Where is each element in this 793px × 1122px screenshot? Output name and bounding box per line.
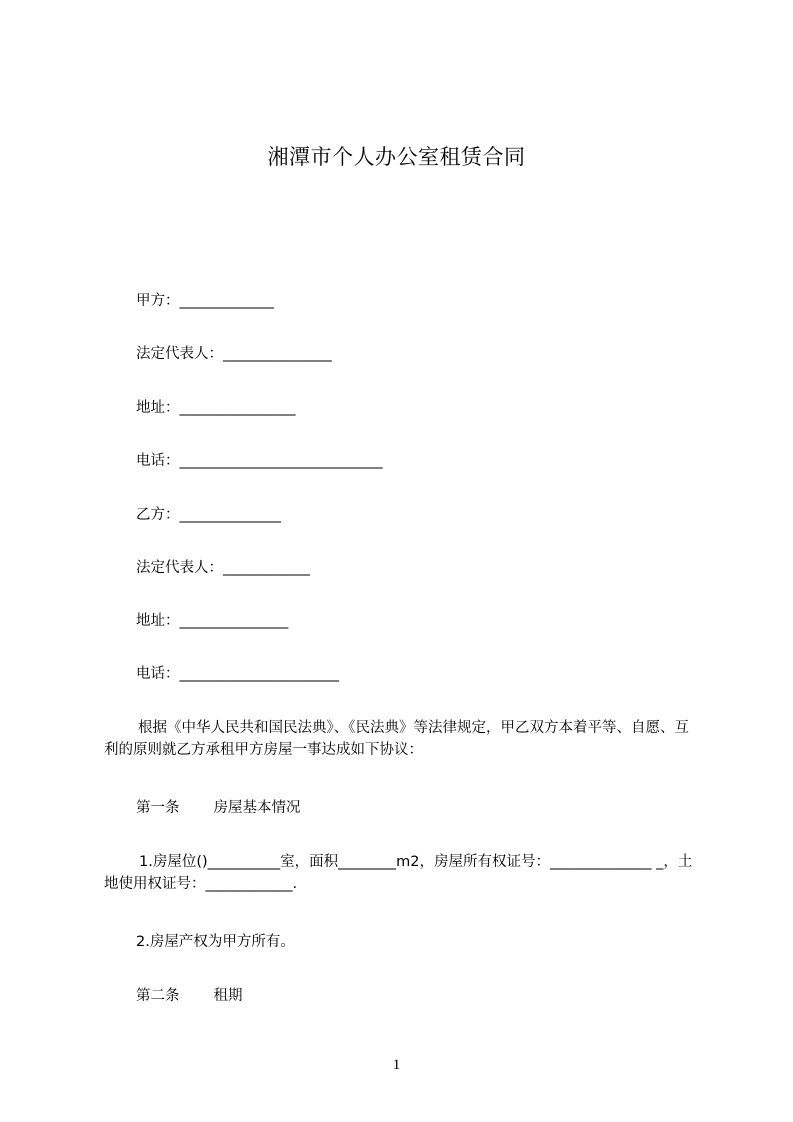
article-one-heading [136, 797, 301, 819]
party-a-representative-field: 法定代表人：_______________ [136, 346, 332, 362]
article-one-title: 房屋基本情况 [213, 800, 301, 816]
party-a-phone-field: 电话：____________________________ [136, 453, 383, 469]
document-title: 湘潭市个人办公室租赁合同 [267, 145, 526, 169]
article-two-title: 租期 [213, 988, 243, 1004]
article-one-item-two: 2.房屋产权为甲方所有。 [136, 934, 295, 950]
article-two-number: 第二条 [136, 988, 180, 1004]
party-b-phone-field: 电话：______________________ [136, 666, 339, 682]
page-number: 1 [392, 1057, 401, 1073]
party-a-address-field: 地址：________________ [136, 400, 296, 416]
party-b-name-field: 乙方：______________ [136, 507, 281, 523]
intro-paragraph: 根据《中华人民共和国民法典》、《民法典》等法律规定，甲乙双方本着平等、自愿、互利的原则就乙方承租甲方房屋一事达成如下协议： [104, 720, 689, 758]
article-two-heading [136, 985, 243, 1007]
article-one-item-one: 1.房屋位()__________室，面积________m2，房屋所有权证号：______________ _，土地使用权证号：____________. [104, 854, 693, 892]
party-a-name-field: 甲方：_____________ [136, 293, 274, 309]
party-b-representative-field: 法定代表人：____________ [136, 560, 310, 576]
party-b-address-field: 地址：_______________ [136, 613, 289, 629]
article-one-number: 第一条 [136, 800, 180, 816]
